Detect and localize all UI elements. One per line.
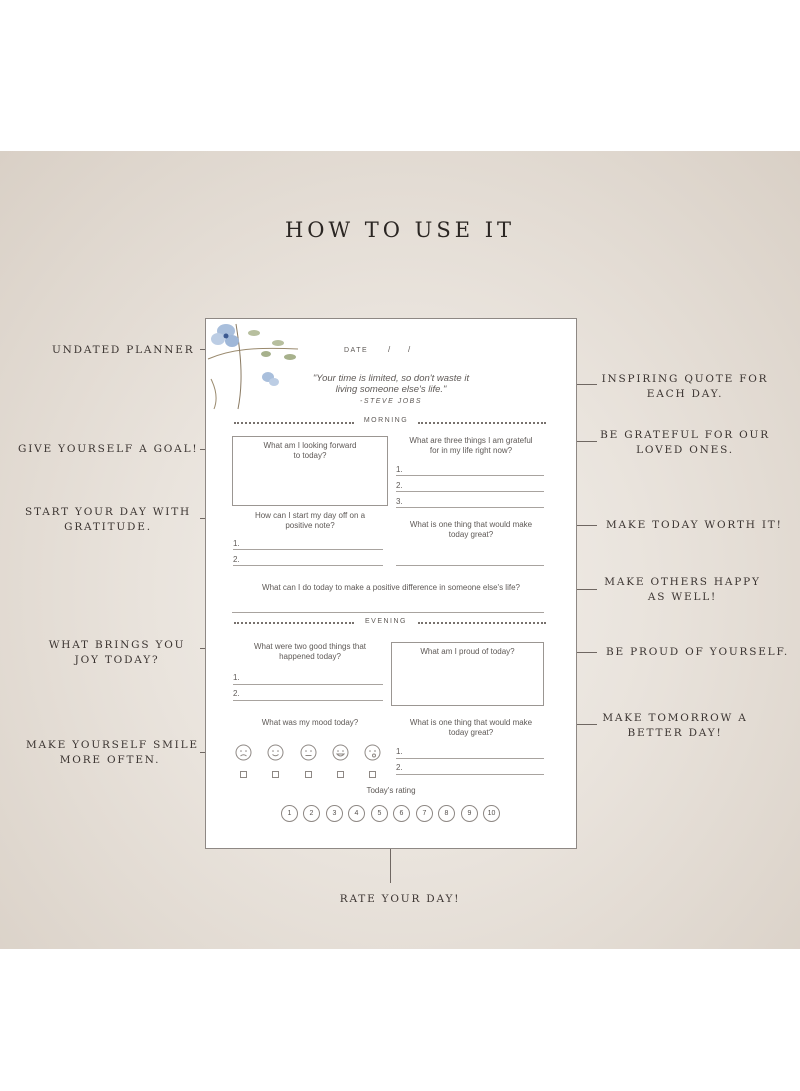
mood-checkbox[interactable] — [240, 771, 247, 778]
rating-8[interactable]: 8 — [438, 805, 455, 822]
rating-9[interactable]: 9 — [461, 805, 478, 822]
page-heading: HOW TO USE IT — [284, 218, 516, 242]
callout-others-happy: MAKE OTHERS HAPPY AS WELL! — [604, 576, 761, 603]
quote-text: "Your time is limited, so don't waste it living someone else's life." — [312, 373, 470, 395]
callout-worth-it: MAKE TODAY WORTH IT! — [606, 519, 783, 531]
rating-6[interactable]: 6 — [393, 805, 410, 822]
mood-checkbox[interactable] — [272, 771, 279, 778]
grin-face-icon — [332, 744, 349, 761]
question-grateful: What are three things I am grateful for in my life right now? — [409, 436, 533, 455]
sad-face-icon — [235, 744, 252, 761]
divider-dotted — [234, 422, 354, 424]
answer-line[interactable] — [233, 549, 383, 550]
rating-10[interactable]: 10 — [483, 805, 500, 822]
callout-be-grateful: BE GRATEFUL FOR OUR LOVED ONES. — [600, 429, 770, 456]
rating-7[interactable]: 7 — [416, 805, 433, 822]
answer-line[interactable] — [233, 684, 383, 685]
question-start-day: How can I start my day off on a positive note? — [254, 511, 366, 530]
divider-dotted — [234, 622, 354, 624]
date-label: DATE — [344, 347, 369, 354]
answer-line[interactable] — [233, 700, 383, 701]
callout-brings-joy: WHAT BRINGS YOU JOY TODAY? — [48, 639, 186, 666]
rating-2[interactable]: 2 — [303, 805, 320, 822]
list-number: 1. — [233, 539, 240, 548]
rating-4[interactable]: 4 — [348, 805, 365, 822]
callout-inspiring-quote: INSPIRING QUOTE FOR EACH DAY. — [601, 373, 769, 400]
rating-label: Today's rating — [366, 786, 416, 795]
list-number: 1. — [396, 747, 403, 756]
question-great: What is one thing that would make today great? — [409, 520, 533, 539]
divider-dotted — [418, 622, 546, 624]
morning-heading: MORNING — [363, 417, 409, 424]
connector-line — [390, 845, 391, 883]
callout-undated-planner: UNDATED PLANNER — [52, 344, 195, 356]
mood-checkbox[interactable] — [337, 771, 344, 778]
callout-start-gratitude: START YOUR DAY WITH GRATITUDE. — [24, 506, 192, 533]
list-number: 3. — [396, 497, 403, 506]
rating-5[interactable]: 5 — [371, 805, 388, 822]
question-proud: What am I proud of today? — [420, 647, 515, 656]
answer-line[interactable] — [396, 565, 544, 566]
question-better: What is one thing that would make today great? — [409, 718, 533, 737]
answer-line[interactable] — [396, 774, 544, 775]
list-number: 1. — [396, 465, 403, 474]
mood-checkbox[interactable] — [305, 771, 312, 778]
list-number: 2. — [396, 481, 403, 490]
question-forward: What am I looking forward to today? — [263, 441, 357, 460]
answer-line[interactable] — [232, 612, 544, 613]
answer-line[interactable] — [233, 565, 383, 566]
date-separator: / / — [388, 345, 411, 354]
planner-sheet — [205, 318, 577, 849]
divider-dotted — [418, 422, 546, 424]
happy-face-icon — [267, 744, 284, 761]
wink-face-icon — [364, 744, 381, 761]
rating-3[interactable]: 3 — [326, 805, 343, 822]
callout-give-goal: GIVE YOURSELF A GOAL! — [18, 443, 199, 455]
evening-heading: EVENING — [364, 618, 407, 625]
list-number: 2. — [233, 555, 240, 564]
callout-tomorrow: MAKE TOMORROW A BETTER DAY! — [602, 712, 748, 739]
callout-rate-day: RATE YOUR DAY! — [339, 893, 461, 905]
mood-checkbox[interactable] — [369, 771, 376, 778]
answer-line[interactable] — [396, 491, 544, 492]
list-number: 1. — [233, 673, 240, 682]
list-number: 2. — [396, 763, 403, 772]
answer-line[interactable] — [396, 758, 544, 759]
callout-smile: MAKE YOURSELF SMILE MORE OFTEN. — [26, 739, 199, 766]
answer-line[interactable] — [396, 507, 544, 508]
list-number: 2. — [233, 689, 240, 698]
question-good-things: What were two good things that happened today? — [253, 642, 367, 661]
question-difference: What can I do today to make a positive difference in someone else's life? — [262, 583, 520, 592]
neutral-face-icon — [300, 744, 317, 761]
answer-line[interactable] — [396, 475, 544, 476]
callout-be-proud: BE PROUD OF YOURSELF. — [606, 646, 790, 658]
quote-author: -STEVE JOBS — [359, 398, 422, 405]
question-mood: What was my mood today? — [261, 718, 359, 727]
rating-1[interactable]: 1 — [281, 805, 298, 822]
